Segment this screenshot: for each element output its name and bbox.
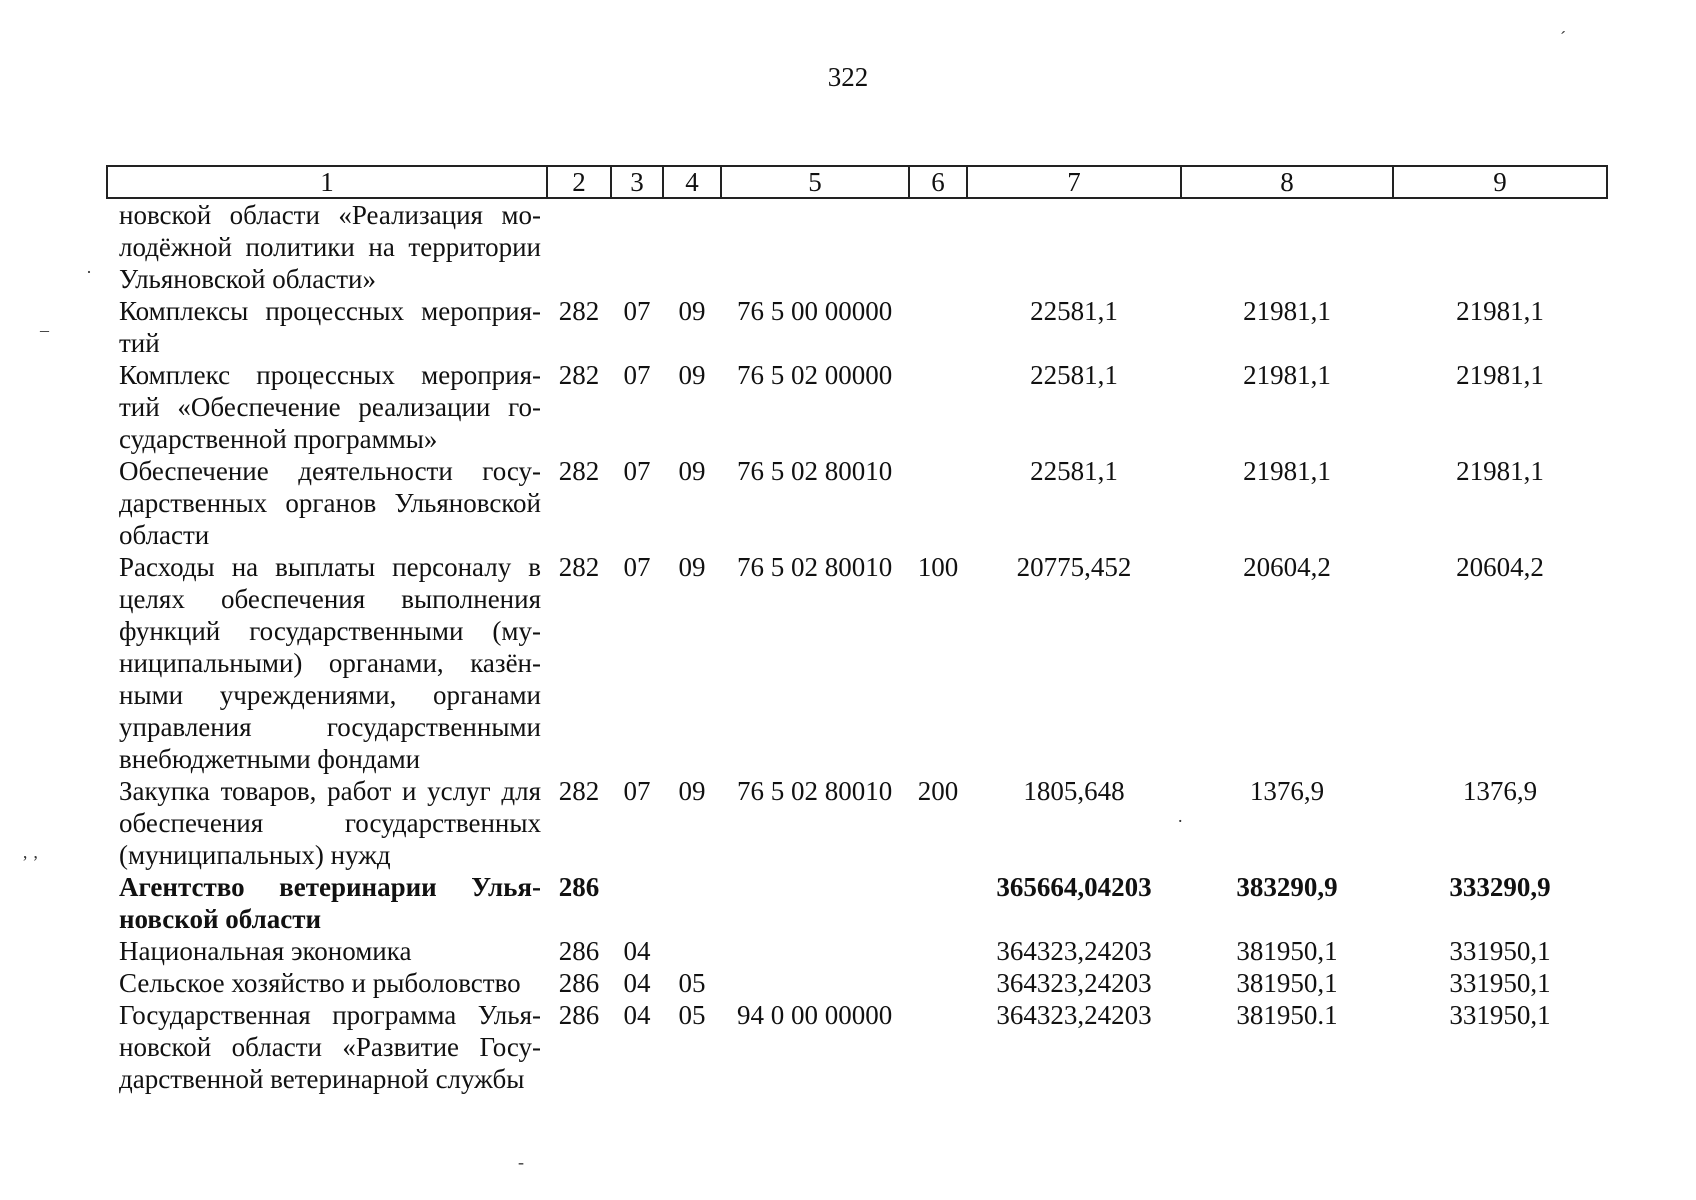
cell-pr: 04 bbox=[623, 1000, 651, 1030]
cell-csr: 76 5 02 80010 bbox=[737, 552, 893, 582]
column-header-7: 7 bbox=[967, 166, 1181, 198]
row-name: Комплекс процессных мероприя-тий «Обеспечение реализации го-сударственной программы» bbox=[119, 360, 541, 454]
cell-pr: 07 bbox=[623, 456, 651, 486]
cell-prz: 05 bbox=[678, 1000, 706, 1030]
column-header-2: 2 bbox=[547, 166, 611, 198]
cell-prz: 05 bbox=[678, 968, 706, 998]
cell-value-1: 22581,1 bbox=[1030, 296, 1118, 326]
table-body bbox=[107, 198, 1607, 1095]
cell-value-1: 22581,1 bbox=[1030, 360, 1118, 390]
column-header-9: 9 bbox=[1393, 166, 1607, 198]
cell-prz: 09 bbox=[678, 456, 706, 486]
cell-vr: 200 bbox=[917, 776, 959, 806]
table-row bbox=[107, 935, 1607, 967]
cell-rz: 282 bbox=[558, 360, 600, 390]
cell-csr bbox=[721, 871, 909, 935]
cell-csr: 76 5 02 00000 bbox=[737, 360, 893, 390]
cell-value-2: 21981,1 bbox=[1243, 456, 1331, 486]
cell-value-1 bbox=[967, 198, 1181, 295]
cell-vr: 100 bbox=[917, 552, 959, 582]
cell-value-3: 1376,9 bbox=[1462, 776, 1538, 806]
cell-pr: 04 bbox=[623, 968, 651, 998]
table-header-row bbox=[107, 166, 1607, 198]
column-header-3: 3 bbox=[611, 166, 663, 198]
cell-value-2: 381950.1 bbox=[1236, 1000, 1338, 1030]
cell-prz bbox=[663, 871, 721, 935]
cell-prz: 09 bbox=[678, 552, 706, 582]
cell-vr bbox=[909, 871, 967, 935]
table-row bbox=[107, 551, 1607, 775]
cell-rz: 286 bbox=[558, 872, 600, 902]
cell-pr: 07 bbox=[623, 296, 651, 326]
cell-rz: 286 bbox=[558, 1000, 600, 1030]
cell-pr bbox=[611, 198, 663, 295]
cell-prz bbox=[663, 935, 721, 967]
cell-prz: 09 bbox=[678, 360, 706, 390]
row-name: Закупка товаров, работ и услуг для обеспечения государственных (муниципальных) нужд bbox=[119, 776, 541, 870]
column-header-6: 6 bbox=[909, 166, 967, 198]
cell-value-1: 364323,24203 bbox=[996, 936, 1152, 966]
table-row bbox=[107, 198, 1607, 295]
row-name: новской области «Реализация мо-лодёжной политики на территории Ульяновской области» bbox=[119, 200, 541, 294]
cell-rz: 282 bbox=[558, 552, 600, 582]
table-row bbox=[107, 999, 1607, 1095]
cell-pr: 04 bbox=[623, 936, 651, 966]
cell-rz: 286 bbox=[558, 936, 600, 966]
cell-value-2: 20604,2 bbox=[1243, 552, 1331, 582]
cell-vr bbox=[909, 359, 967, 455]
cell-vr bbox=[909, 455, 967, 551]
cell-vr bbox=[909, 935, 967, 967]
row-name: Агентство ветеринарии Улья-новской области bbox=[119, 872, 541, 934]
cell-value-1: 364323,24203 bbox=[996, 968, 1152, 998]
table-row bbox=[107, 775, 1607, 871]
cell-value-2: 383290,9 bbox=[1236, 872, 1338, 902]
cell-value-3: 331950,1 bbox=[1449, 968, 1551, 998]
cell-pr: 07 bbox=[623, 552, 651, 582]
row-name: Расходы на выплаты персоналу в целях обеспечения выполнения функций государственными (му-ниципальными) органами, казён-ными учреждениями, органами управления государственными внебюджетными фондами bbox=[119, 552, 541, 774]
cell-value-1: 1805,648 bbox=[1023, 776, 1125, 806]
cell-value-2 bbox=[1181, 198, 1393, 295]
cell-value-1: 22581,1 bbox=[1030, 456, 1118, 486]
table-row bbox=[107, 295, 1607, 359]
column-header-4: 4 bbox=[663, 166, 721, 198]
cell-value-1: 364323,24203 bbox=[996, 1000, 1152, 1030]
cell-value-1: 20775,452 bbox=[1016, 552, 1132, 582]
cell-prz bbox=[663, 198, 721, 295]
cell-csr: 76 5 02 80010 bbox=[737, 456, 893, 486]
cell-value-2: 381950,1 bbox=[1236, 968, 1338, 998]
cell-value-3: 21981,1 bbox=[1456, 456, 1544, 486]
cell-value-3: 331950,1 bbox=[1449, 936, 1551, 966]
cell-rz: 282 bbox=[558, 776, 600, 806]
cell-rz: 286 bbox=[558, 968, 600, 998]
cell-pr: 07 bbox=[623, 360, 651, 390]
cell-value-1: 365664,04203 bbox=[996, 872, 1152, 902]
cell-value-3: 20604,2 bbox=[1456, 552, 1544, 582]
row-name: Национальная экономика bbox=[119, 936, 412, 966]
cell-pr: 07 bbox=[623, 776, 651, 806]
cell-csr bbox=[721, 967, 909, 999]
table-row bbox=[107, 359, 1607, 455]
cell-csr: 94 0 00 00000 bbox=[737, 1000, 893, 1030]
cell-csr: 76 5 02 80010 bbox=[737, 776, 893, 806]
table-row bbox=[107, 871, 1607, 935]
column-header-5: 5 bbox=[721, 166, 909, 198]
cell-vr bbox=[909, 967, 967, 999]
cell-value-2: 21981,1 bbox=[1243, 296, 1331, 326]
cell-csr bbox=[721, 198, 909, 295]
column-header-8: 8 bbox=[1181, 166, 1393, 198]
budget-table bbox=[106, 165, 1608, 1095]
cell-vr bbox=[909, 295, 967, 359]
cell-rz bbox=[547, 198, 611, 295]
page-number: 322 bbox=[827, 62, 869, 92]
row-name: Комплексы процессных мероприя-тий bbox=[119, 296, 541, 358]
table-row bbox=[107, 967, 1607, 999]
cell-rz: 282 bbox=[558, 456, 600, 486]
cell-value-3: 331950,1 bbox=[1449, 1000, 1551, 1030]
cell-prz: 09 bbox=[678, 296, 706, 326]
cell-rz: 282 bbox=[558, 296, 600, 326]
cell-prz: 09 bbox=[678, 776, 706, 806]
cell-csr bbox=[721, 935, 909, 967]
table-row bbox=[107, 455, 1607, 551]
cell-value-2: 1376,9 bbox=[1249, 776, 1325, 806]
cell-value-2: 21981,1 bbox=[1243, 360, 1331, 390]
cell-value-3: 333290,9 bbox=[1449, 872, 1551, 902]
cell-pr bbox=[611, 871, 663, 935]
column-header-1: 1 bbox=[107, 166, 547, 198]
cell-vr bbox=[909, 198, 967, 295]
cell-value-3: 21981,1 bbox=[1456, 296, 1544, 326]
cell-value-2: 381950,1 bbox=[1236, 936, 1338, 966]
cell-value-3: 21981,1 bbox=[1456, 360, 1544, 390]
row-name: Государственная программа Улья-новской области «Развитие Госу-дарственной ветеринарной службы bbox=[119, 1000, 541, 1094]
row-name: Обеспечение деятельности госу-дарственных органов Ульяновской области bbox=[119, 456, 541, 550]
cell-vr bbox=[909, 999, 967, 1095]
cell-value-3 bbox=[1393, 198, 1607, 295]
row-name: Сельское хозяйство и рыболовство bbox=[119, 968, 521, 998]
cell-csr: 76 5 00 00000 bbox=[737, 296, 893, 326]
